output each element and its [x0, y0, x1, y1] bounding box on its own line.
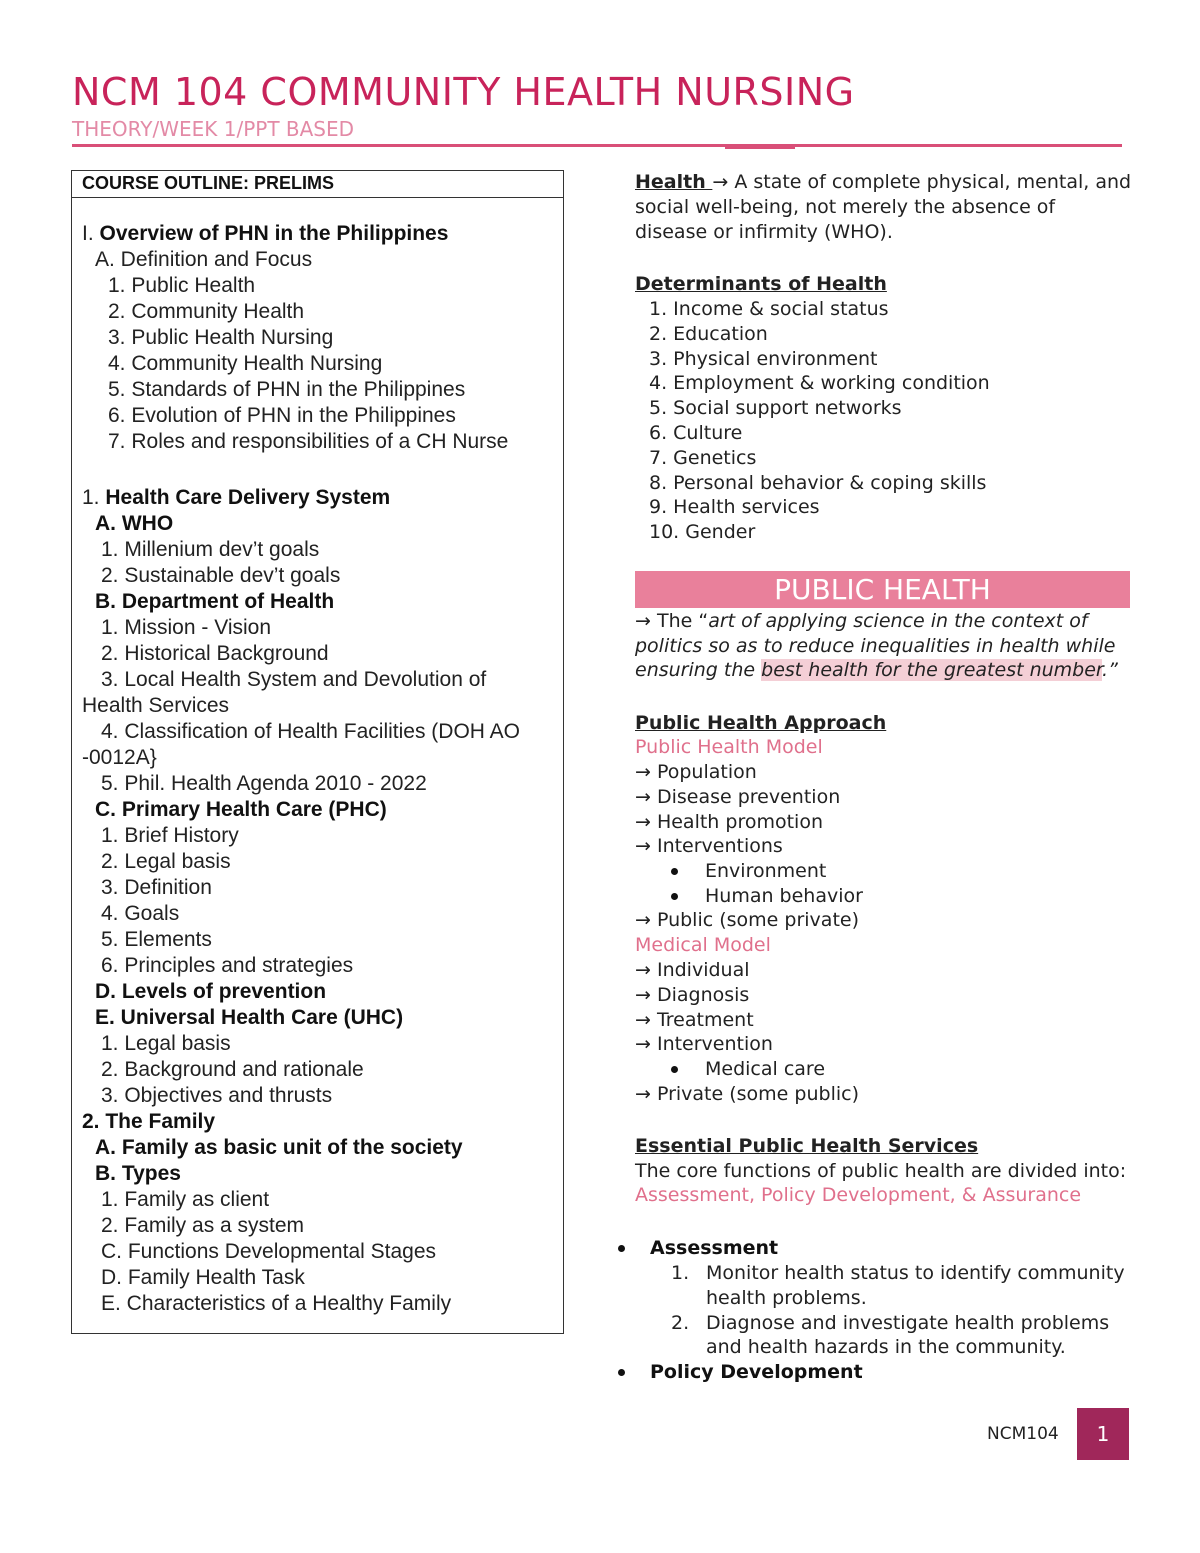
outline-line-text: 5. Phil. Health Agenda 2010 - 2022: [101, 772, 427, 795]
outline-line: [95, 1006, 403, 1030]
outline-line-text: C. Functions Developmental Stages: [101, 1240, 437, 1263]
public-health-banner: PUBLIC HEALTH: [635, 571, 1130, 608]
ph-model-item: → Population: [635, 761, 757, 783]
outline-line-text: 3. Objectives and thrusts: [101, 1084, 333, 1107]
ph-model-bullet: [671, 859, 826, 883]
assessment-item-number: 1.: [671, 1262, 690, 1284]
ph-model-item: → Disease prevention: [635, 785, 841, 808]
assessment-item-text: Diagnose and investigate health problems: [706, 1311, 1110, 1334]
approach-heading: Public Health Approach: [635, 712, 887, 734]
policy-label: Policy Development: [650, 1361, 863, 1383]
outline-line: [82, 694, 229, 718]
outline-line: [101, 1240, 436, 1264]
determinant-item: 5. Social support networks: [649, 397, 902, 420]
assessment-item-text: and health hazards in the community.: [706, 1336, 1066, 1358]
outline-line-text: 1. Brief History: [101, 824, 239, 847]
outline-line: [101, 772, 427, 796]
outline-line-text: 5. Standards of PHN in the Philippines: [108, 378, 466, 401]
document-subtitle: THEORY/WEEK 1/PPT BASED: [72, 117, 355, 141]
outline-line-text: 2. Sustainable dev’t goals: [101, 564, 341, 587]
assessment-item-text: health problems.: [706, 1286, 867, 1309]
outline-line: [95, 512, 173, 536]
outline-line-text: 2. Background and rationale: [101, 1058, 364, 1081]
quote-lead: → The “: [635, 610, 709, 632]
bullet-icon: [618, 1245, 625, 1252]
outline-line-text: 4. Goals: [101, 902, 180, 925]
outline-line: [108, 326, 333, 350]
outline-line: [101, 668, 486, 692]
outline-line-text: D. Family Health Task: [101, 1266, 305, 1289]
bullet-icon: [618, 1369, 625, 1376]
outline-line: [108, 352, 382, 376]
outline-line: [95, 980, 326, 1004]
outline-line-bold: B. Department of Health: [95, 590, 335, 613]
health-term: Health: [635, 171, 713, 193]
outline-line: [101, 1058, 364, 1082]
bullet-text: Environment: [705, 860, 827, 882]
outline-line: [82, 222, 448, 246]
outline-line: [101, 954, 353, 978]
essential-functions: Assessment, Policy Development, & Assurance: [635, 1184, 1082, 1206]
medical-model-item: → Treatment: [635, 1008, 754, 1031]
outline-line-text: 6. Principles and strategies: [101, 954, 354, 977]
policy-item: [618, 1360, 863, 1384]
footer-course-code: NCM104: [987, 1424, 1059, 1444]
determinants-heading: Determinants of Health: [635, 273, 887, 295]
medical-model-bullet: [671, 1057, 825, 1081]
essential-heading: Essential Public Health Services: [635, 1135, 979, 1157]
assessment-item-number: 2.: [671, 1311, 690, 1334]
outline-line: [101, 1188, 269, 1212]
outline-line-bold: A. Family as basic unit of the society: [95, 1136, 463, 1159]
outline-line-bold: B. Types: [95, 1162, 181, 1185]
outline-line: [101, 1084, 332, 1108]
determinant-item: 2. Education: [649, 322, 768, 345]
determinant-item: 3. Physical environment: [649, 347, 878, 370]
bullet-text: Human behavior: [705, 884, 863, 907]
outline-line: [101, 928, 212, 952]
quote-line-1: [635, 609, 1088, 633]
determinant-item: 1. Income & social status: [649, 298, 889, 320]
outline-line: [101, 1266, 305, 1290]
header-rule: [72, 144, 1122, 147]
header-rule-accent: [725, 145, 795, 149]
outline-line-text: 1. Family as client: [101, 1188, 270, 1211]
quote-line-2: politics so as to reduce inequalities in health while: [635, 635, 1116, 657]
outline-line: [82, 1110, 215, 1134]
outline-line-text: E. Characteristics of a Healthy Family: [101, 1292, 452, 1315]
outline-line: [82, 486, 390, 510]
quote-text-1: art of applying science in the context of: [708, 610, 1088, 632]
bullet-text: Medical care: [705, 1058, 826, 1080]
outline-line-text: 1. Public Health: [108, 274, 256, 297]
outline-line: [101, 642, 329, 666]
determinant-item: 7. Genetics: [649, 446, 757, 469]
outline-line: [101, 876, 212, 900]
outline-line-text: 3. Local Health System and Devolution of: [101, 668, 487, 691]
ph-model-label: Public Health Model: [635, 736, 823, 758]
outline-line-prefix: I.: [82, 222, 100, 245]
assessment-item: [618, 1236, 778, 1260]
outline-line-bold: D. Levels of prevention: [95, 980, 327, 1003]
outline-line: [108, 274, 255, 298]
outline-line-prefix: 1.: [82, 486, 106, 509]
outline-line-text: 2. Historical Background: [101, 642, 329, 665]
outline-line: [95, 1136, 463, 1160]
medical-model-item: → Intervention: [635, 1033, 773, 1056]
medical-model-item: → Individual: [635, 959, 750, 981]
medical-model-label: Medical Model: [635, 934, 771, 956]
ph-model-item: → Health promotion: [635, 810, 823, 833]
determinant-item: 6. Culture: [649, 422, 743, 444]
outline-line-bold: C. Primary Health Care (PHC): [95, 798, 387, 821]
bullet-icon: [671, 893, 678, 900]
medical-model-item: → Private (some public): [635, 1083, 859, 1105]
outline-line-text: 7. Roles and responsibilities of a CH Nurse: [108, 430, 509, 453]
outline-line-bold: A. WHO: [95, 512, 174, 535]
outline-line-bold: 2. The Family: [82, 1110, 216, 1133]
outline-line: [108, 300, 304, 324]
outline-line: [101, 616, 271, 640]
outline-line: [95, 248, 312, 272]
outline-line-text: Health Services: [82, 694, 230, 717]
bullet-icon: [671, 1066, 678, 1073]
determinant-item: 10. Gender: [649, 521, 756, 544]
outline-line: [82, 746, 157, 770]
outline-line: [101, 850, 231, 874]
outline-line-text: -0012A}: [82, 746, 157, 769]
outline-line: [108, 430, 508, 454]
outline-line-text: 4. Classification of Health Facilities (DOH AO: [101, 720, 520, 743]
assessment-label: Assessment: [650, 1237, 779, 1259]
outline-line: [101, 1292, 451, 1316]
page-number: 1: [1077, 1408, 1129, 1460]
outline-line-text: 6. Evolution of PHN in the Philippines: [108, 404, 456, 427]
outline-line: [108, 404, 456, 428]
ph-model-item: → Public (some private): [635, 909, 859, 931]
outline-line: [101, 902, 179, 926]
document-title: NCM 104 COMMUNITY HEALTH NURSING: [72, 70, 855, 114]
outline-line-text: 5. Elements: [101, 928, 212, 951]
outline-line: [95, 590, 334, 614]
outline-line: [101, 1032, 231, 1056]
outline-line-text: 2. Family as a system: [101, 1214, 305, 1237]
outline-line-bold: E. Universal Health Care (UHC): [95, 1006, 404, 1029]
bullet-icon: [671, 868, 678, 875]
health-definition-line-1: [635, 170, 1131, 194]
course-outline-box: [71, 170, 564, 1334]
quote-text-3: ensuring the: [635, 659, 762, 681]
outline-line-text: 3. Public Health Nursing: [108, 326, 334, 349]
outline-line: [95, 798, 387, 822]
course-outline-heading: COURSE OUTLINE: PRELIMS: [72, 171, 563, 198]
outline-line: [101, 824, 239, 848]
outline-line: [101, 720, 520, 744]
outline-line: [101, 1214, 304, 1238]
ph-model-bullet: [671, 884, 863, 908]
outline-line: [108, 378, 465, 402]
ph-model-item: → Interventions: [635, 835, 783, 858]
essential-intro: The core functions of public health are divided into:: [635, 1160, 1127, 1182]
outline-line-text: 1. Millenium dev’t goals: [101, 538, 320, 561]
determinant-item: 9. Health services: [649, 496, 820, 519]
outline-line: [101, 564, 340, 588]
outline-line-bold: Health Care Delivery System: [105, 486, 391, 509]
health-definition-text-1: → A state of complete physical, mental, and: [712, 171, 1132, 193]
outline-line-text: 1. Mission - Vision: [101, 616, 272, 639]
outline-line-text: A. Definition and Focus: [95, 248, 313, 271]
outline-line-bold: Overview of PHN in the Philippines: [99, 222, 449, 245]
assessment-item-text: Monitor health status to identify community: [706, 1262, 1125, 1284]
health-definition-line-3: disease or infirmity (WHO).: [635, 221, 893, 243]
outline-line: [101, 538, 319, 562]
outline-line-text: 1. Legal basis: [101, 1032, 231, 1055]
outline-line-text: 3. Definition: [101, 876, 212, 899]
quote-line-3: [635, 658, 1118, 682]
quote-end: .”: [1102, 659, 1118, 681]
outline-line: [95, 1162, 181, 1186]
outline-line-text: 2. Community Health: [108, 300, 305, 323]
quote-highlight: best health for the greatest number: [761, 659, 1102, 681]
determinant-item: 8. Personal behavior & coping skills: [649, 471, 987, 494]
medical-model-item: → Diagnosis: [635, 983, 750, 1006]
health-definition-line-2: social well-being, not merely the absence of: [635, 196, 1056, 218]
outline-line-text: 4. Community Health Nursing: [108, 352, 383, 375]
outline-line-text: 2. Legal basis: [101, 850, 231, 873]
determinant-item: 4. Employment & working condition: [649, 372, 990, 395]
